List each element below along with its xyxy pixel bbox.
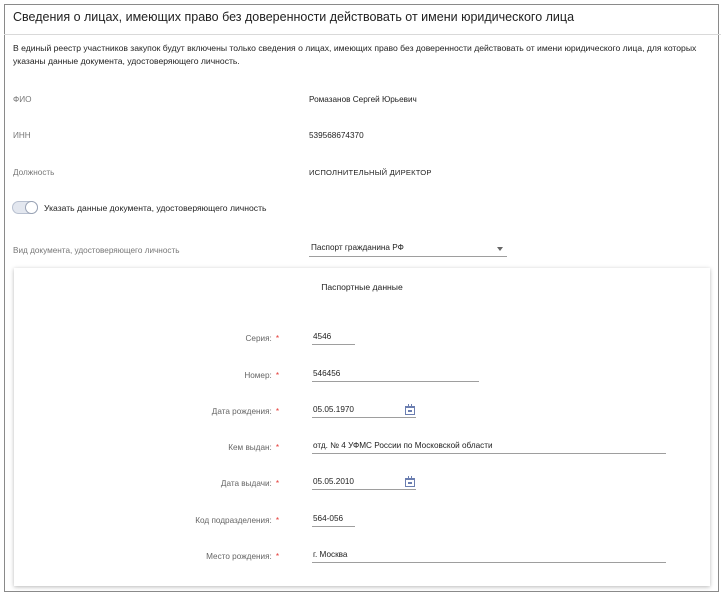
position-value: ИСПОЛНИТЕЛЬНЫЙ ДИРЕКТОР xyxy=(309,168,432,177)
issued-by-label: Кем выдан: * xyxy=(228,443,279,452)
number-label: Номер: * xyxy=(244,371,279,380)
required-mark: * xyxy=(275,516,279,525)
calendar-icon[interactable] xyxy=(405,478,415,487)
title-divider xyxy=(4,34,721,35)
position-label: Должность xyxy=(13,168,55,177)
required-mark: * xyxy=(275,371,279,380)
issue-date-label: Дата выдачи: * xyxy=(220,479,279,488)
fio-label: ФИО xyxy=(13,95,32,104)
passport-panel xyxy=(14,268,710,586)
required-mark: * xyxy=(275,334,279,343)
fio-value: Ромазанов Сергей Юрьевич xyxy=(309,95,417,104)
issue-date-input[interactable]: 05.05.2010 xyxy=(312,476,416,490)
document-toggle-label: Указать данные документа, удостоверяющего личность xyxy=(44,203,267,213)
doc-type-select[interactable] xyxy=(309,240,507,257)
division-code-input[interactable]: 564-056 xyxy=(312,513,355,527)
document-toggle[interactable] xyxy=(12,201,38,214)
birth-date-label: Дата рождения: * xyxy=(211,407,279,416)
division-code-label: Код подразделения: * xyxy=(195,516,279,525)
page-title: Сведения о лицах, имеющих право без доверенности действовать от имени юридического лица xyxy=(13,10,575,24)
inn-value: 539568674370 xyxy=(309,131,364,140)
notice-text: В единый реестр участников закупок будут включены только сведения о лицах, имеющих право без доверенности действовать от имени юридического лица, для которых указаны данные документа, удостоверяющего личность. xyxy=(13,43,697,66)
required-mark: * xyxy=(275,407,279,416)
required-mark: * xyxy=(275,479,279,488)
calendar-icon[interactable] xyxy=(405,406,415,415)
birth-place-label: Место рождения: * xyxy=(206,552,279,561)
birth-date-input[interactable]: 05.05.1970 xyxy=(312,404,416,418)
number-input[interactable]: 546456 xyxy=(312,368,479,382)
issued-by-input[interactable]: отд. № 4 УФМС России по Московской области xyxy=(312,440,666,454)
chevron-down-icon xyxy=(497,247,503,251)
required-mark: * xyxy=(275,552,279,561)
series-label: Серия: * xyxy=(245,334,279,343)
passport-title: Паспортные данные xyxy=(321,282,403,292)
inn-label: ИНН xyxy=(13,131,31,140)
series-input[interactable]: 4546 xyxy=(312,331,355,345)
doc-type-label: Вид документа, удостоверяющего личность xyxy=(13,246,180,255)
toggle-knob xyxy=(25,201,38,214)
doc-type-selected: Паспорт гражданина РФ xyxy=(311,243,404,252)
required-mark: * xyxy=(275,443,279,452)
birth-place-input[interactable]: г. Москва xyxy=(312,549,666,563)
